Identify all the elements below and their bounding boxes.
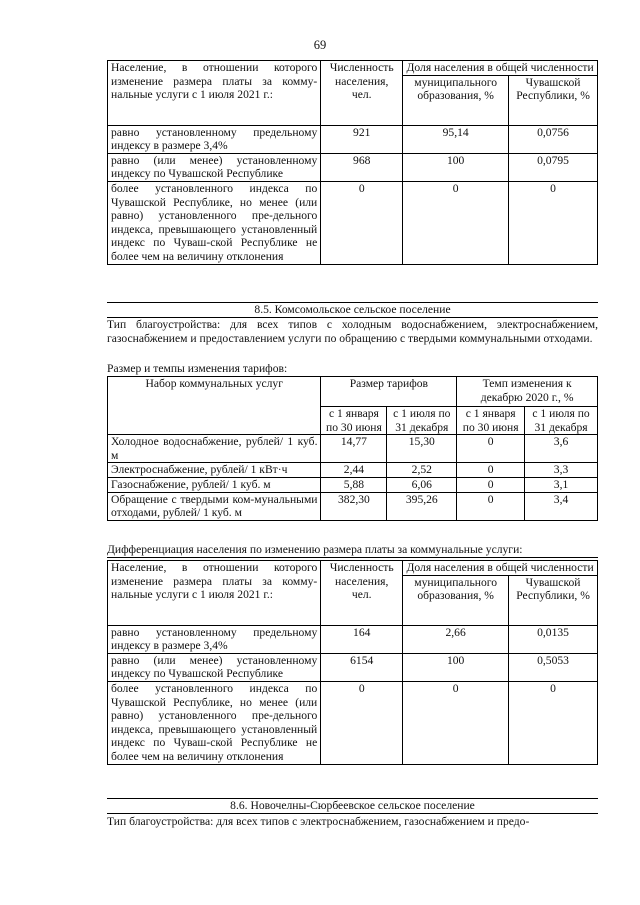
service-label: Обращение с твердыми ком-мунальными отходами, рублей/ 1 куб. м (108, 492, 321, 520)
table-row (108, 181, 598, 264)
header-municipal: муниципального образования, % (403, 575, 509, 625)
row-municipal: 100 (403, 653, 509, 681)
header-services: Набор коммунальных услуг (108, 377, 321, 435)
tariff-h1: 2,44 (321, 463, 387, 478)
header-municipal: муниципального образования, % (403, 75, 509, 125)
row-label: равно (или менее) установленному индексу по Чувашской Республике (108, 153, 321, 181)
row-republic: 0,0756 (509, 125, 598, 153)
row-label: равно (или менее) установленному индексу по Чувашской Республике (108, 653, 321, 681)
table-row (108, 435, 598, 463)
section-title-8-6: 8.6. Новочелны-Сюрбеевское сельское поселение (107, 798, 598, 814)
table-row (108, 153, 598, 181)
rate-h2: 3,6 (525, 435, 598, 463)
header-population: Население, в отношении которого изменение размера платы за комму-нальные услуги с 1 июля 2021 г.: (108, 561, 321, 626)
row-count: 164 (321, 625, 403, 653)
header-republic: Чувашской Республики, % (509, 575, 598, 625)
rate-h1: 0 (457, 477, 525, 492)
tariff-h1: 5,88 (321, 477, 387, 492)
rate-h1: 0 (457, 492, 525, 520)
header-count: Численность населения, чел. (321, 561, 403, 626)
tariff-h1: 382,30 (321, 492, 387, 520)
section-title-8-5: 8.5. Комсомольское сельское поселение (107, 302, 598, 318)
table-row (108, 463, 598, 478)
improvement-type-8-5: Тип благоустройства: для всех типов с холодным водоснабжением, электроснабжением, газоснабжением и предоставлением услуги по обращению с твердыми коммунальными отходами. (107, 318, 598, 345)
header-change-rate: Темп изменения к декабрю 2020 г., % (457, 377, 598, 407)
table-row (108, 653, 598, 681)
row-label: равно установленному предельному индексу в размере 3,4% (108, 625, 321, 653)
page-number: 69 (313, 38, 327, 52)
row-label: более установленного индекса по Чувашской Республике, но менее (или равно) установленного пре-дельного индекса, превышающего установленный индекс по Чуваш-ской Республике не более чем на величину отклонения (108, 681, 321, 764)
header-tariff-size: Размер тарифов (321, 377, 457, 407)
row-count: 921 (321, 125, 403, 153)
differentiation-caption: Дифференциация населения по изменению размера платы за коммунальные услуги: (107, 543, 598, 558)
row-municipal: 100 (403, 153, 509, 181)
row-republic: 0 (509, 681, 598, 764)
tariff-h2: 2,52 (387, 463, 457, 478)
header-period-2: с 1 июля по 31 декабря (387, 407, 457, 435)
table-row (108, 492, 598, 520)
header-period-1: с 1 января по 30 июня (321, 407, 387, 435)
row-count: 0 (321, 681, 403, 764)
row-label: равно установленному предельному индексу в размере 3,4% (108, 125, 321, 153)
service-label: Газоснабжение, рублей/ 1 куб. м (108, 477, 321, 492)
service-label: Электроснабжение, рублей/ 1 кВт·ч (108, 463, 321, 478)
table-row (108, 681, 598, 764)
table-row (108, 625, 598, 653)
row-label: более установленного индекса по Чувашской Республике, но менее (или равно) установленного пре-дельного индекса, превышающего установленный индекс по Чуваш-ской Республике не более чем на величину отклонения (108, 181, 321, 264)
tariff-h2: 15,30 (387, 435, 457, 463)
population-table-1 (107, 60, 598, 265)
header-share-group: Доля населения в общей численности (403, 61, 598, 76)
tariff-h2: 395,26 (387, 492, 457, 520)
tariff-h2: 6,06 (387, 477, 457, 492)
row-municipal: 2,66 (403, 625, 509, 653)
population-table-2 (107, 560, 598, 765)
rate-h2: 3,3 (525, 463, 598, 478)
improvement-type-8-6: Тип благоустройства: для всех типов с электроснабжением, газоснабжением и предо- (107, 815, 530, 828)
header-period-4: с 1 июля по 31 декабря (525, 407, 598, 435)
row-count: 0 (321, 181, 403, 264)
table-row (108, 477, 598, 492)
header-period-3: с 1 января по 30 июня (457, 407, 525, 435)
row-municipal: 95,14 (403, 125, 509, 153)
tariffs-caption: Размер и темпы изменения тарифов: (107, 362, 598, 377)
row-republic: 0,0135 (509, 625, 598, 653)
header-share-group: Доля населения в общей численности (403, 561, 598, 576)
row-municipal: 0 (403, 681, 509, 764)
table-row (108, 125, 598, 153)
tariff-table (107, 376, 598, 521)
tariff-h1: 14,77 (321, 435, 387, 463)
header-population: Население, в отношении которого изменение размера платы за комму-нальные услуги с 1 июля 2021 г.: (108, 61, 321, 126)
rate-h2: 3,1 (525, 477, 598, 492)
rate-h1: 0 (457, 435, 525, 463)
row-republic: 0,5053 (509, 653, 598, 681)
row-municipal: 0 (403, 181, 509, 264)
rate-h2: 3,4 (525, 492, 598, 520)
row-republic: 0,0795 (509, 153, 598, 181)
header-count: Численность населения, чел. (321, 61, 403, 126)
service-label: Холодное водоснабжение, рублей/ 1 куб. м (108, 435, 321, 463)
row-count: 968 (321, 153, 403, 181)
rate-h1: 0 (457, 463, 525, 478)
row-republic: 0 (509, 181, 598, 264)
header-republic: Чувашской Республики, % (509, 75, 598, 125)
row-count: 6154 (321, 653, 403, 681)
